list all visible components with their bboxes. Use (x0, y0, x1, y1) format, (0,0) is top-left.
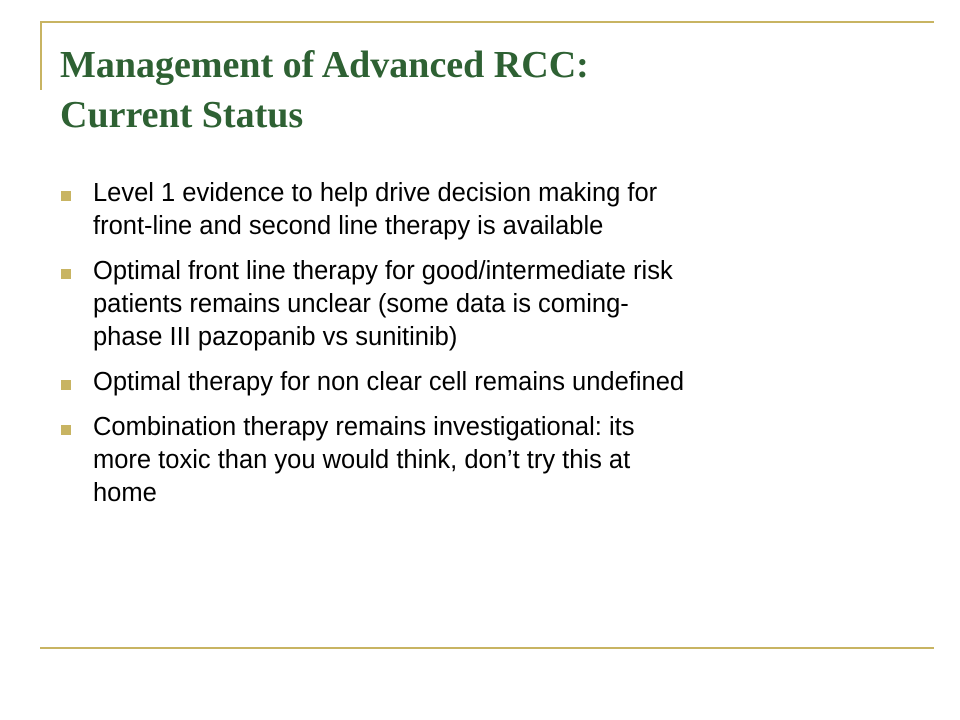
bullet-item (60, 411, 910, 510)
bullet-item (60, 366, 910, 399)
bullet-text-line: Level 1 evidence to help drive decision making for (93, 179, 658, 207)
title-line-2: Current Status (60, 94, 304, 136)
bullet-item (60, 255, 910, 354)
square-bullet-icon (61, 191, 71, 201)
bullet-list (60, 177, 910, 522)
title-line-1: Management of Advanced RCC: (60, 44, 589, 86)
bullet-item (60, 177, 910, 243)
bullet-text-line: Combination therapy remains investigational: its (93, 413, 635, 441)
bullet-text-line: home (93, 479, 157, 507)
square-bullet-icon (61, 380, 71, 390)
bullet-text-line: front-line and second line therapy is available (93, 212, 604, 240)
bullet-text-line: phase III pazopanib vs sunitinib) (93, 323, 458, 351)
bullet-text-line: Optimal therapy for non clear cell remains undefined (93, 368, 685, 396)
square-bullet-icon (61, 425, 71, 435)
bullet-text-line: patients remains unclear (some data is coming- (93, 290, 629, 318)
slide-title (60, 40, 910, 140)
bullet-text-line: more toxic than you would think, don’t try this at (93, 446, 631, 474)
top-rule (40, 21, 934, 23)
square-bullet-icon (61, 269, 71, 279)
bullet-text-line: Optimal front line therapy for good/intermediate risk (93, 257, 673, 285)
bottom-rule (40, 647, 934, 649)
left-rule (40, 21, 42, 90)
